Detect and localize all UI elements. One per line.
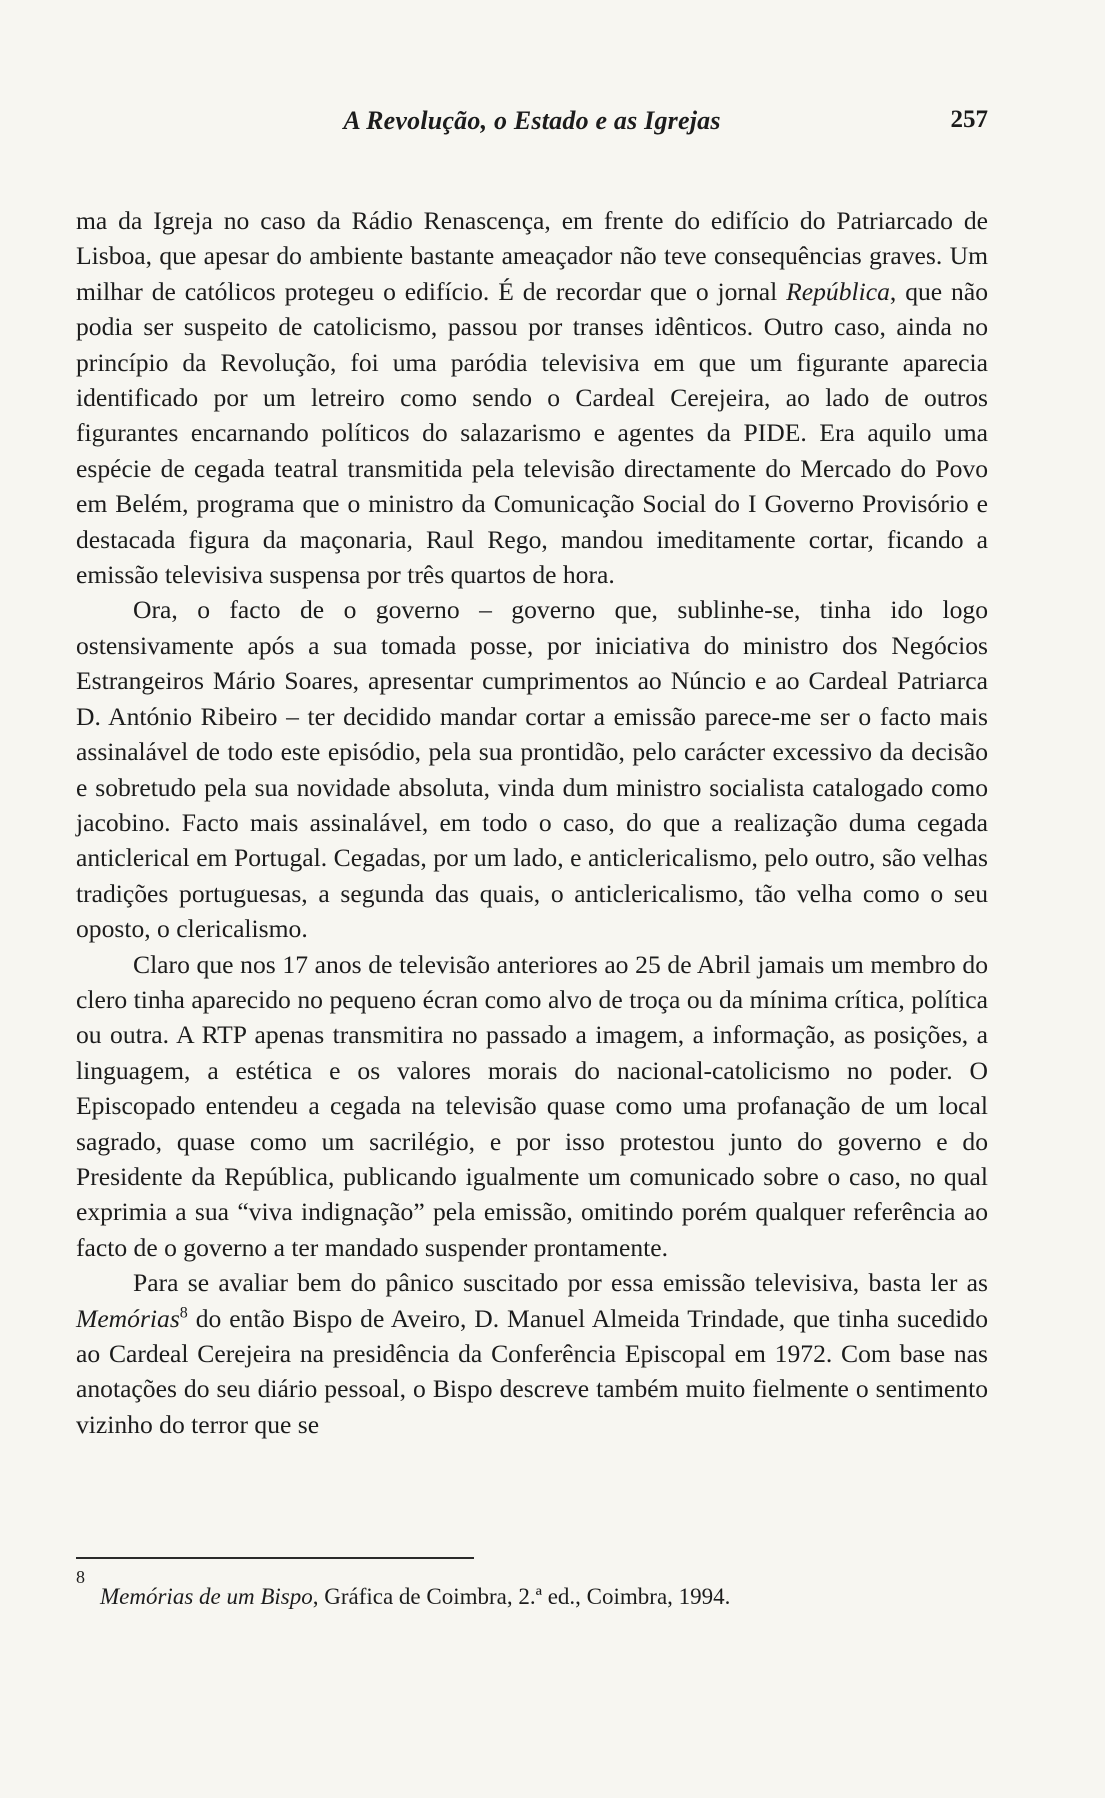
text-run: do então Bispo de Aveiro, D. Manuel Almeida Trindade, que tinha sucedido ao Cardeal Cerejeira na presidência da Conferência Episcopal em 1972. Com base nas anotações do seu diário pessoal, o Bispo descreve também muito fielmente o sentimento vizinho do terror que se xyxy=(76,1303,988,1439)
text-run: Claro que nos 17 anos de televisão anteriores ao 25 de Abril jamais um membro do clero tinha aparecido no pequeno écran como alvo de troça ou da mínima crítica, política ou outra. A RTP apenas transmitira no passado a imagem, a informação, as posições, a linguagem, a estética e os valores morais do nacional-catolicismo no poder. O Episcopado entendeu a cegada na televisão quase como uma profanação de um local sagrado, quase como um sacrilégio, e por isso protestou junto do governo e do Presidente da República, publicando igualmente um comunicado sobre o caso, no qual exprimia a sua “viva indignação” pela emissão, omitindo porém qualquer referência ao facto de o governo a ter mandado suspender prontamente. xyxy=(76,949,988,1262)
footnote-divider xyxy=(76,1557,474,1559)
text-run: Para se avaliar bem do pânico suscitado por essa emissão televisiva, basta ler as xyxy=(133,1268,988,1298)
running-title: A Revolução, o Estado e as Igrejas xyxy=(343,106,721,135)
text-run: , que não podia ser suspeito de catolicismo, passou por transes idênticos. Outro caso, ainda no princípio da Revolução, foi uma paródia televisiva em que um figurante aparecia identificado por um letreiro como sendo o Cardeal Cerejeira, ao lado de outros figurantes encarnando políticos do salazarismo e agentes da PIDE. Era aquilo uma espécie de cegada teatral transmitida pela televisão directamente do Mercado do Povo em Belém, programa que o ministro da Comunicação Social do I Governo Provisório e destacada figura da maçonaria, Raul Rego, mandou imeditamente cortar, ficando a emissão televisiva suspensa por três quartos de hora. xyxy=(76,276,988,590)
footnote-rest: , Gráfica de Coimbra, 2.ª ed., Coimbra, 1994. xyxy=(312,1584,731,1609)
italic-text: República xyxy=(786,276,890,306)
paragraph xyxy=(76,203,988,592)
footnote-text xyxy=(100,1582,730,1612)
italic-text: Memórias xyxy=(76,1303,180,1333)
footnote-number: 8 xyxy=(76,1567,85,1587)
footnote-title: Memórias de um Bispo xyxy=(100,1584,313,1609)
paragraph xyxy=(76,1265,988,1442)
text-run: ma da Igreja no caso da Rádio Renascença, em frente do edifício do Patriarcado de Lisboa, que apesar do ambiente bastante ameaçador não teve consequências graves. Um milhar de católicos protegeu o edifício. É de recordar que o jornal xyxy=(76,206,988,306)
body-text xyxy=(76,203,988,1442)
paragraph xyxy=(76,947,988,1266)
paragraph xyxy=(76,592,988,946)
page-number: 257 xyxy=(950,106,988,133)
page-header xyxy=(76,106,988,146)
text-run: Ora, o facto de o governo – governo que, sublinhe-se, tinha ido logo ostensivamente após a sua tomada posse, por iniciativa do ministro dos Negócios Estrangeiros Mário Soares, apresentar cumprimentos ao Núncio e ao Cardeal Patriarca D. António Ribeiro – ter decidido mandar cortar a emissão parece-me ser o facto mais assinalável de todo este episódio, pela sua prontidão, pelo carácter excessivo da decisão e sobretudo pela sua novidade absoluta, vinda dum ministro socialista catalogado como jacobino. Facto mais assinalável, em todo o caso, do que a realização duma cegada anticlerical em Portugal. Cegadas, por um lado, e anticlericalismo, pelo outro, são velhas tradições portuguesas, a segunda das quais, o anticlericalismo, tão velha como o seu oposto, o clericalismo. xyxy=(76,595,988,944)
footnote-reference: 8 xyxy=(179,1304,188,1322)
